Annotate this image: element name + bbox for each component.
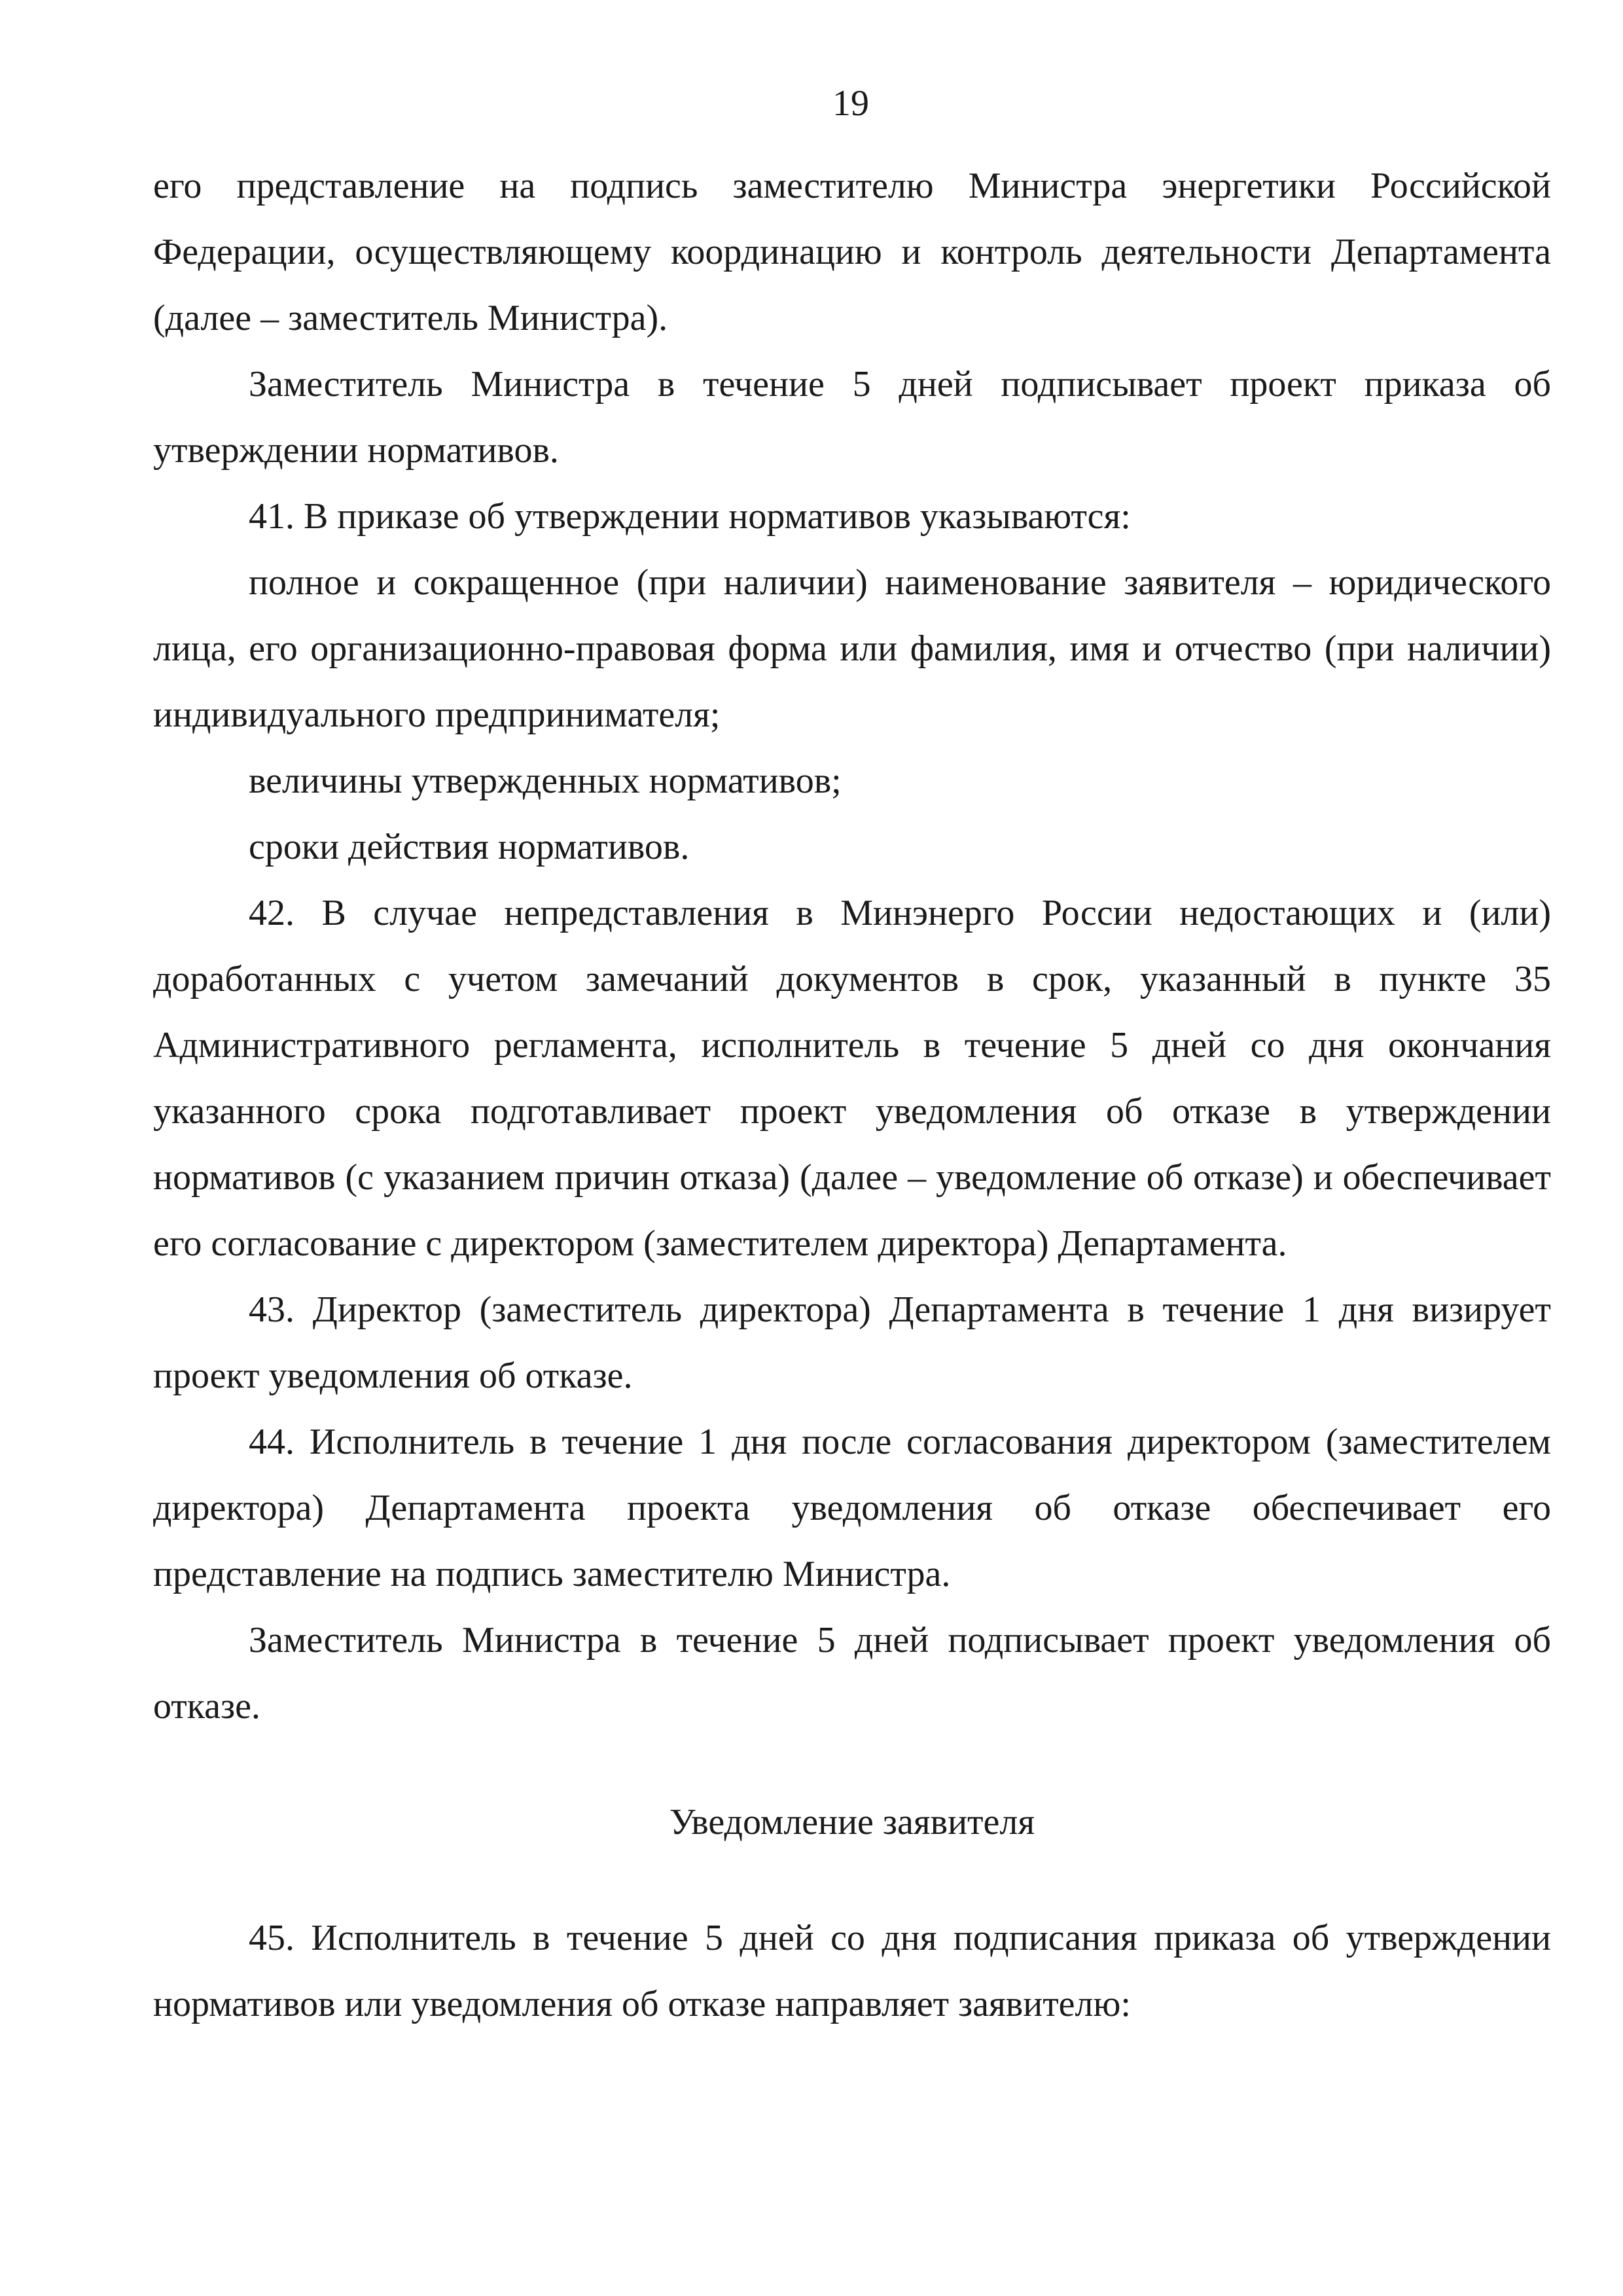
paragraph-item-42: 42. В случае непредставления в Минэнерго России недостающих и (или) доработанных с учетом замечаний документов в срок, указанный в пункте 35 Административного регламента, исполнитель в течение 5 дней со дня окончания указанного срока подготавливает проект уведомления об отказе в утверждении нормативов (с указанием причин отказа) (далее – уведомление об отказе) и обеспечивает его согласование с директором (заместителем директора) Департамента. (153, 893, 1551, 1264)
document-body (153, 153, 1551, 2037)
paragraph-deputy-signs-order: Заместитель Министра в течение 5 дней подписывает проект приказа об утверждении нормативов. (153, 364, 1551, 471)
paragraph-deputy-signs-refusal: Заместитель Министра в течение 5 дней подписывает проект уведомления об отказе. (153, 1620, 1551, 1727)
section-heading: Уведомление заявителя (669, 1802, 1035, 1842)
paragraph-item-44: 44. Исполнитель в течение 1 дня после согласования директором (заместителем директора) Департамента проекта уведомления об отказе обеспечивает его представление на подпись заместителю Министра. (153, 1422, 1551, 1594)
paragraph-item-41-applicant-name: полное и сокращенное (при наличии) наименование заявителя – юридического лица, его организационно-правовая форма или фамилия, имя и отчество (при наличии) индивидуального предпринимателя; (153, 562, 1551, 735)
paragraph-item-41-norm-values: величины утвержденных нормативов; (249, 761, 842, 801)
paragraph-item-45: 45. Исполнитель в течение 5 дней со дня подписания приказа об утверждении нормативов или уведомления об отказе направляет заявителю: (153, 1918, 1551, 2024)
paragraph-item-43: 43. Директор (заместитель директора) Департамента в течение 1 дня визирует проект уведомления об отказе. (153, 1289, 1551, 1396)
paragraph-item-41-norm-terms: сроки действия нормативов. (249, 827, 690, 867)
paragraph-continuation: его представление на подпись заместителю Министра энергетики Российской Федерации, осуществляющему координацию и контроль деятельности Департамента (далее – заместитель Министра). (153, 166, 1551, 338)
paragraph-item-41: 41. В приказе об утверждении нормативов указываются: (249, 496, 1131, 537)
page-number: 19 (832, 83, 869, 124)
